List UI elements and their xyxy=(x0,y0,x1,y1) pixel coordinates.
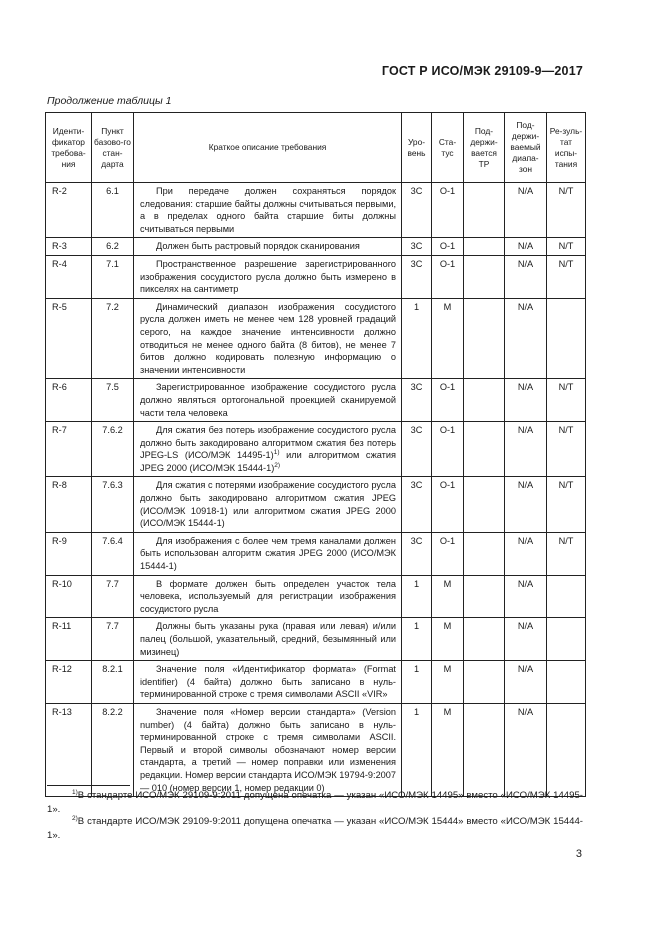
table-row xyxy=(46,477,586,532)
table-row xyxy=(46,183,586,238)
row-description xyxy=(134,477,402,532)
row-level: 1 xyxy=(402,661,432,704)
footnote-mark: 2) xyxy=(72,815,78,822)
row-status: М xyxy=(432,575,464,618)
row-result xyxy=(547,618,586,661)
row-description xyxy=(134,661,402,704)
col-header-description: Краткое описание требования xyxy=(134,113,402,183)
row-supported xyxy=(464,532,505,575)
row-description xyxy=(134,618,402,661)
row-id: R-2 xyxy=(46,183,92,238)
row-id: R-12 xyxy=(46,661,92,704)
col-header-result: Ре-зуль-тат испы-тания xyxy=(547,113,586,183)
col-header-level: Уро-вень xyxy=(402,113,432,183)
row-supported xyxy=(464,618,505,661)
row-id: R-3 xyxy=(46,238,92,256)
table-row xyxy=(46,532,586,575)
row-clause: 7.1 xyxy=(92,255,134,298)
footnote-text xyxy=(47,789,583,817)
row-range: N/A xyxy=(505,379,547,422)
row-description-text: Должны быть указаны рука (правая или левая) и/или палец (большой, указательный, средний, безымянный или мизинец) xyxy=(140,621,396,657)
row-level: 1 xyxy=(402,703,432,796)
col-header-id: Иденти-фикатор требова-ния xyxy=(46,113,92,183)
row-id: R-13 xyxy=(46,703,92,796)
row-description-text: Для изображения с более чем тремя каналами должен быть использован алгоритм сжатия JPEG 2000 (ИСО/МЭК 15444-1) xyxy=(140,535,396,572)
row-status: О-1 xyxy=(432,532,464,575)
row-description-text: Для сжатия с потерями изображение сосудистого русла должно быть закодировано алгоритмом сжатия JPEG (ИСО/МЭК 10918-1) или алгоритмом сжатия JPEG 2000 (ИСО/МЭК 15444-1) xyxy=(140,480,396,529)
footnote-separator xyxy=(47,785,130,786)
footnote-body: В стандарте ИСО/МЭК 29109-9:2011 допущена опечатка — указан «ИСО/МЭК 14495» вместо «ИСО/МЭК 14495-1». xyxy=(47,790,583,815)
row-range: N/A xyxy=(505,238,547,256)
row-level: 3С xyxy=(402,422,432,477)
row-result xyxy=(547,703,586,796)
row-range: N/A xyxy=(505,298,547,379)
row-level: 3С xyxy=(402,183,432,238)
row-description-text: Зарегистрированное изображение сосудистого русла должно являться ортогональной проекцией сканируемой части тела человека xyxy=(140,382,396,418)
footnote-body: В стандарте ИСО/МЭК 29109-9:2011 допущена опечатка — указан «ИСО/МЭК 15444» вместо «ИСО/МЭК 15444-1». xyxy=(47,816,583,841)
row-result: N/T xyxy=(547,477,586,532)
table-row xyxy=(46,618,586,661)
table-row xyxy=(46,703,586,796)
row-status: М xyxy=(432,661,464,704)
row-clause: 7.6.3 xyxy=(92,477,134,532)
table-header-row xyxy=(46,113,586,183)
table-row xyxy=(46,661,586,704)
row-clause: 8.2.1 xyxy=(92,661,134,704)
row-supported xyxy=(464,661,505,704)
footnote-ref: 2) xyxy=(274,461,281,469)
row-clause: 6.2 xyxy=(92,238,134,256)
row-description xyxy=(134,238,402,256)
row-supported xyxy=(464,477,505,532)
footnote-mark: 1) xyxy=(72,789,78,796)
row-id: R-9 xyxy=(46,532,92,575)
row-description-text: Пространственное разрешение зарегистрированного изображения сосудистого русла должно быть измерено в пикселях на сантиметр xyxy=(140,258,396,295)
row-clause: 7.6.2 xyxy=(92,422,134,477)
row-status: О-1 xyxy=(432,255,464,298)
row-level: 1 xyxy=(402,575,432,618)
row-range: N/A xyxy=(505,575,547,618)
row-description xyxy=(134,298,402,379)
row-description xyxy=(134,532,402,575)
requirements-table xyxy=(45,112,586,797)
table-row xyxy=(46,575,586,618)
row-id: R-8 xyxy=(46,477,92,532)
table-row xyxy=(46,298,586,379)
row-supported xyxy=(464,255,505,298)
row-result: N/T xyxy=(547,422,586,477)
row-id: R-6 xyxy=(46,379,92,422)
row-supported xyxy=(464,298,505,379)
row-supported xyxy=(464,575,505,618)
row-clause: 7.6.4 xyxy=(92,532,134,575)
row-clause: 8.2.2 xyxy=(92,703,134,796)
row-id: R-4 xyxy=(46,255,92,298)
row-result: N/T xyxy=(547,238,586,256)
row-clause: 7.7 xyxy=(92,618,134,661)
row-result: N/T xyxy=(547,532,586,575)
row-clause: 7.7 xyxy=(92,575,134,618)
row-range: N/A xyxy=(505,661,547,704)
footnote-ref: 1) xyxy=(273,449,280,457)
row-range: N/A xyxy=(505,477,547,532)
row-result xyxy=(547,661,586,704)
row-description xyxy=(134,379,402,422)
col-header-supported: Под-держи-вается ТР xyxy=(464,113,505,183)
page-number: 3 xyxy=(575,848,582,860)
row-status: О-1 xyxy=(432,379,464,422)
row-status: О-1 xyxy=(432,477,464,532)
table-row xyxy=(46,422,586,477)
row-description xyxy=(134,255,402,298)
row-status: М xyxy=(432,298,464,379)
row-supported xyxy=(464,422,505,477)
row-description-part: или алгоритмом сжатия JPEG 2000 (ИСО/МЭК 15444-1) xyxy=(140,450,396,473)
footnote xyxy=(47,789,583,817)
row-description xyxy=(134,183,402,238)
row-status: М xyxy=(432,618,464,661)
row-level: 3С xyxy=(402,238,432,256)
row-description xyxy=(134,575,402,618)
row-level: 3С xyxy=(402,379,432,422)
row-range: N/A xyxy=(505,532,547,575)
row-supported xyxy=(464,703,505,796)
row-status: О-1 xyxy=(432,238,464,256)
row-range: N/A xyxy=(505,255,547,298)
row-result: N/T xyxy=(547,183,586,238)
row-result: N/T xyxy=(547,379,586,422)
row-range: N/A xyxy=(505,703,547,796)
row-id: R-10 xyxy=(46,575,92,618)
col-header-range: Под-держи-ваемый диапа-зон xyxy=(505,113,547,183)
row-description xyxy=(134,422,402,477)
row-clause: 6.1 xyxy=(92,183,134,238)
footnote-text xyxy=(47,815,583,843)
footnote xyxy=(47,815,583,843)
row-level: 1 xyxy=(402,298,432,379)
row-description-text: При передаче должен сохраняться порядок следования: старшие байты должны считываться первыми, а в пределах одного байта старшие биты должны считываться первыми xyxy=(140,186,396,234)
row-description xyxy=(134,703,402,796)
row-range: N/A xyxy=(505,422,547,477)
row-result xyxy=(547,298,586,379)
document-header: ГОСТ Р ИСО/МЭК 29109-9—2017 xyxy=(381,64,583,78)
row-id: R-7 xyxy=(46,422,92,477)
row-level: 3С xyxy=(402,477,432,532)
row-result xyxy=(547,575,586,618)
row-supported xyxy=(464,379,505,422)
row-supported xyxy=(464,183,505,238)
table-row xyxy=(46,238,586,256)
row-description-text: В формате должен быть определен участок тела человека, используемый для регистрации изображения сосудистого русла xyxy=(140,578,396,614)
row-description-text: Значение поля «Идентификатор формата» (Format identifier) (4 байта) должно быть записано в нуль-терминированной строке с тремя символами ASCII «VIR» xyxy=(140,664,396,700)
row-description-text: Должен быть растровый порядок сканирования xyxy=(156,241,360,252)
col-header-status: Ста-тус xyxy=(432,113,464,183)
row-range: N/A xyxy=(505,183,547,238)
table-caption: Продолжение таблицы 1 xyxy=(47,95,172,107)
table-row xyxy=(46,379,586,422)
row-status: О-1 xyxy=(432,183,464,238)
row-level: 1 xyxy=(402,618,432,661)
row-range: N/A xyxy=(505,618,547,661)
row-status: О-1 xyxy=(432,422,464,477)
row-supported xyxy=(464,238,505,256)
table-row xyxy=(46,255,586,298)
row-id: R-5 xyxy=(46,298,92,379)
row-description-text: Значение поля «Номер версии стандарта» (Version number) (4 байта) должно быть записано в нуль-терминированной строке с тремя символами ASCII. Первый и второй символы обозначают номер версии стандарта, а третий — номер поправки или изменения редакции. Номер версии стандарта ИСО/МЭК 19794-9:2007 — 010 (номер версии 1, номер редакции 0) xyxy=(140,706,397,793)
row-level: 3С xyxy=(402,255,432,298)
row-id: R-11 xyxy=(46,618,92,661)
row-description-part: Для сжатия без потерь изображение сосудистого русла должно быть закодировано алгоритмом сжатия без потерь JPEG-LS (ИСО/МЭК 14495-1) xyxy=(140,425,396,461)
col-header-clause: Пункт базово-го стан-дарта xyxy=(92,113,134,183)
row-status: М xyxy=(432,703,464,796)
row-result: N/T xyxy=(547,255,586,298)
row-clause: 7.5 xyxy=(92,379,134,422)
row-clause: 7.2 xyxy=(92,298,134,379)
row-description-text xyxy=(140,424,396,474)
row-description-text: Динамический диапазон изображения сосудистого русла должен иметь не менее чем 128 уровней градаций серого, на каждое значение интенсивности должно отводиться не менее одного байта (8 битов), не менее 7 битов должно кодировать полезную информацию о значении интенсивности xyxy=(140,301,396,375)
row-level: 3С xyxy=(402,532,432,575)
